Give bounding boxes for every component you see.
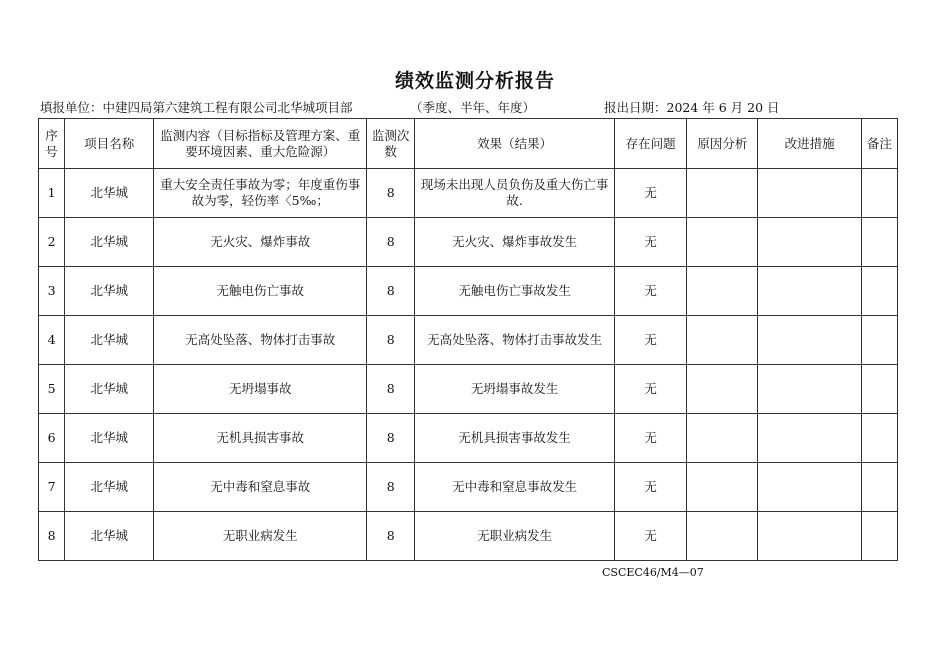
table-row <box>39 512 898 561</box>
cell-content: 无触电伤亡事故 <box>154 267 367 316</box>
cell-remark <box>861 512 897 561</box>
cell-seq: 4 <box>39 316 65 365</box>
header-remark: 备注 <box>861 119 897 169</box>
cell-measure <box>758 316 861 365</box>
header-content: 监测内容（目标指标及管理方案、重要环境因素、重大危险源） <box>154 119 367 169</box>
table-row <box>39 463 898 512</box>
cell-measure <box>758 414 861 463</box>
cell-project: 北华城 <box>65 316 154 365</box>
cell-issue: 无 <box>614 463 686 512</box>
cell-measure <box>758 169 861 218</box>
cell-count: 8 <box>367 267 415 316</box>
cell-cause <box>687 169 758 218</box>
report-date: 报出日期：2024 年 6 月 20 日 <box>604 100 780 115</box>
table-row <box>39 218 898 267</box>
cell-cause <box>687 414 758 463</box>
table-row <box>39 169 898 218</box>
cell-seq: 3 <box>39 267 65 316</box>
header-cause: 原因分析 <box>687 119 758 169</box>
cell-count: 8 <box>367 218 415 267</box>
cell-remark <box>861 169 897 218</box>
cell-seq: 8 <box>39 512 65 561</box>
table-header-row <box>39 119 898 169</box>
header-seq: 序号 <box>39 119 65 169</box>
cell-count: 8 <box>367 463 415 512</box>
cell-remark <box>861 218 897 267</box>
cell-seq: 7 <box>39 463 65 512</box>
cell-issue: 无 <box>614 218 686 267</box>
cell-seq: 6 <box>39 414 65 463</box>
table-row <box>39 316 898 365</box>
cell-effect: 无火灾、爆炸事故发生 <box>415 218 615 267</box>
cell-content: 无坍塌事故 <box>154 365 367 414</box>
header-issue: 存在问题 <box>614 119 686 169</box>
cell-measure <box>758 512 861 561</box>
cell-cause <box>687 365 758 414</box>
header-count: 监测次数 <box>367 119 415 169</box>
table-row <box>39 267 898 316</box>
cell-count: 8 <box>367 512 415 561</box>
cell-content: 无火灾、爆炸事故 <box>154 218 367 267</box>
cell-issue: 无 <box>614 169 686 218</box>
table-row <box>39 365 898 414</box>
cell-cause <box>687 267 758 316</box>
cell-seq: 1 <box>39 169 65 218</box>
cell-issue: 无 <box>614 512 686 561</box>
cell-cause <box>687 512 758 561</box>
cell-cause <box>687 316 758 365</box>
cell-remark <box>861 365 897 414</box>
table-row <box>39 414 898 463</box>
cell-cause <box>687 463 758 512</box>
report-period: （季度、半年、年度） <box>410 100 536 115</box>
header-measure: 改进措施 <box>758 119 861 169</box>
cell-measure <box>758 365 861 414</box>
cell-measure <box>758 267 861 316</box>
cell-count: 8 <box>367 169 415 218</box>
cell-issue: 无 <box>614 316 686 365</box>
header-project: 项目名称 <box>65 119 154 169</box>
header-effect: 效果（结果） <box>415 119 615 169</box>
cell-effect: 无职业病发生 <box>415 512 615 561</box>
cell-content: 无职业病发生 <box>154 512 367 561</box>
cell-effect: 无触电伤亡事故发生 <box>415 267 615 316</box>
form-code: CSCEC46/M4—07 <box>602 566 704 579</box>
cell-project: 北华城 <box>65 414 154 463</box>
cell-remark <box>861 316 897 365</box>
cell-effect: 无坍塌事故发生 <box>415 365 615 414</box>
cell-seq: 5 <box>39 365 65 414</box>
cell-content: 无机具损害事故 <box>154 414 367 463</box>
reporting-unit: 填报单位：中建四局第六建筑工程有限公司北华城项目部 <box>40 100 353 115</box>
cell-remark <box>861 414 897 463</box>
cell-seq: 2 <box>39 218 65 267</box>
cell-project: 北华城 <box>65 267 154 316</box>
cell-count: 8 <box>367 365 415 414</box>
monitoring-table <box>38 118 898 561</box>
cell-project: 北华城 <box>65 365 154 414</box>
cell-remark <box>861 267 897 316</box>
cell-remark <box>861 463 897 512</box>
cell-content: 无高处坠落、物体打击事故 <box>154 316 367 365</box>
cell-effect: 现场未出现人员负伤及重大伤亡事故. <box>415 169 615 218</box>
cell-project: 北华城 <box>65 512 154 561</box>
cell-project: 北华城 <box>65 463 154 512</box>
cell-effect: 无中毒和窒息事故发生 <box>415 463 615 512</box>
cell-count: 8 <box>367 316 415 365</box>
cell-issue: 无 <box>614 365 686 414</box>
cell-issue: 无 <box>614 267 686 316</box>
cell-issue: 无 <box>614 414 686 463</box>
cell-effect: 无高处坠落、物体打击事故发生 <box>415 316 615 365</box>
cell-content: 重大安全责任事故为零；年度重伤事故为零，轻伤率〈5‰； <box>154 169 367 218</box>
cell-project: 北华城 <box>65 218 154 267</box>
cell-count: 8 <box>367 414 415 463</box>
cell-project: 北华城 <box>65 169 154 218</box>
cell-content: 无中毒和窒息事故 <box>154 463 367 512</box>
cell-measure <box>758 218 861 267</box>
cell-effect: 无机具损害事故发生 <box>415 414 615 463</box>
cell-cause <box>687 218 758 267</box>
report-title: 绩效监测分析报告 <box>394 70 555 92</box>
cell-measure <box>758 463 861 512</box>
